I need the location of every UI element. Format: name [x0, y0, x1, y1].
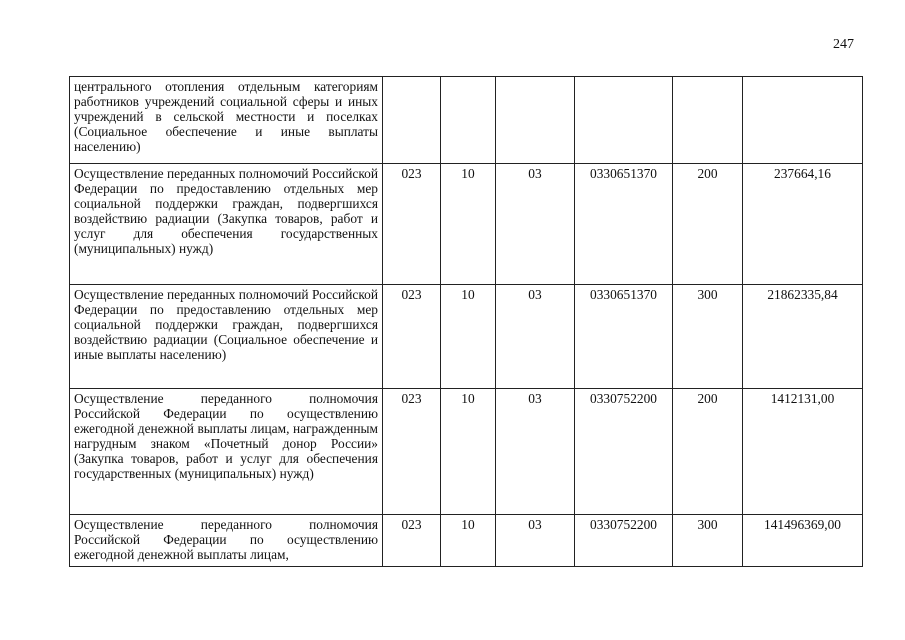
ved-code: 023 [383, 285, 441, 389]
ved-code: 023 [383, 164, 441, 285]
row-description: Осуществление переданного полномочия Российской Федерации по осуществлению ежегодной денежной выплаты лицам, [70, 515, 383, 567]
ved-code: 023 [383, 389, 441, 515]
amount [743, 77, 863, 164]
row-description: Осуществление переданных полномочий Российской Федерации по предоставлению отдельных мер социальной поддержки граждан, подвергшихся воздействию радиации (Закупка товаров, работ и услуг для обеспечения государственных (муниципальных) нужд) [70, 164, 383, 285]
budget-table [69, 76, 863, 567]
target-article-code: 0330651370 [575, 285, 673, 389]
section-code [441, 77, 496, 164]
table-row [70, 285, 863, 389]
table-row [70, 515, 863, 567]
expense-type-code [673, 77, 743, 164]
target-article-code [575, 77, 673, 164]
target-article-code: 0330752200 [575, 515, 673, 567]
row-description: Осуществление переданного полномочия Российской Федерации по осуществлению ежегодной денежной выплаты лицам, награжденным нагрудным знаком «Почетный донор России» (Закупка товаров, работ и услуг для обеспечения государственных (муниципальных) нужд) [70, 389, 383, 515]
section-code: 10 [441, 515, 496, 567]
expense-type-code: 200 [673, 164, 743, 285]
subsection-code: 03 [496, 285, 575, 389]
amount: 21862335,84 [743, 285, 863, 389]
section-code: 10 [441, 285, 496, 389]
page-number: 247 [833, 37, 854, 52]
row-description: Осуществление переданных полномочий Российской Федерации по предоставлению отдельных мер социальной поддержки граждан, подвергшихся воздействию радиации (Социальное обеспечение и иные выплаты населению) [70, 285, 383, 389]
expense-type-code: 300 [673, 285, 743, 389]
ved-code [383, 77, 441, 164]
expense-type-code: 200 [673, 389, 743, 515]
target-article-code: 0330651370 [575, 164, 673, 285]
ved-code: 023 [383, 515, 441, 567]
expense-type-code: 300 [673, 515, 743, 567]
table-row [70, 77, 863, 164]
section-code: 10 [441, 164, 496, 285]
table-row [70, 164, 863, 285]
row-description: центрального отопления отдельным категориям работников учреждений социальной сферы и иных учреждений в сельской местности и поселках (Социальное обеспечение и иные выплаты населению) [70, 77, 383, 164]
target-article-code: 0330752200 [575, 389, 673, 515]
amount: 237664,16 [743, 164, 863, 285]
table-row [70, 389, 863, 515]
amount: 1412131,00 [743, 389, 863, 515]
subsection-code: 03 [496, 164, 575, 285]
amount: 141496369,00 [743, 515, 863, 567]
subsection-code [496, 77, 575, 164]
subsection-code: 03 [496, 389, 575, 515]
subsection-code: 03 [496, 515, 575, 567]
section-code: 10 [441, 389, 496, 515]
